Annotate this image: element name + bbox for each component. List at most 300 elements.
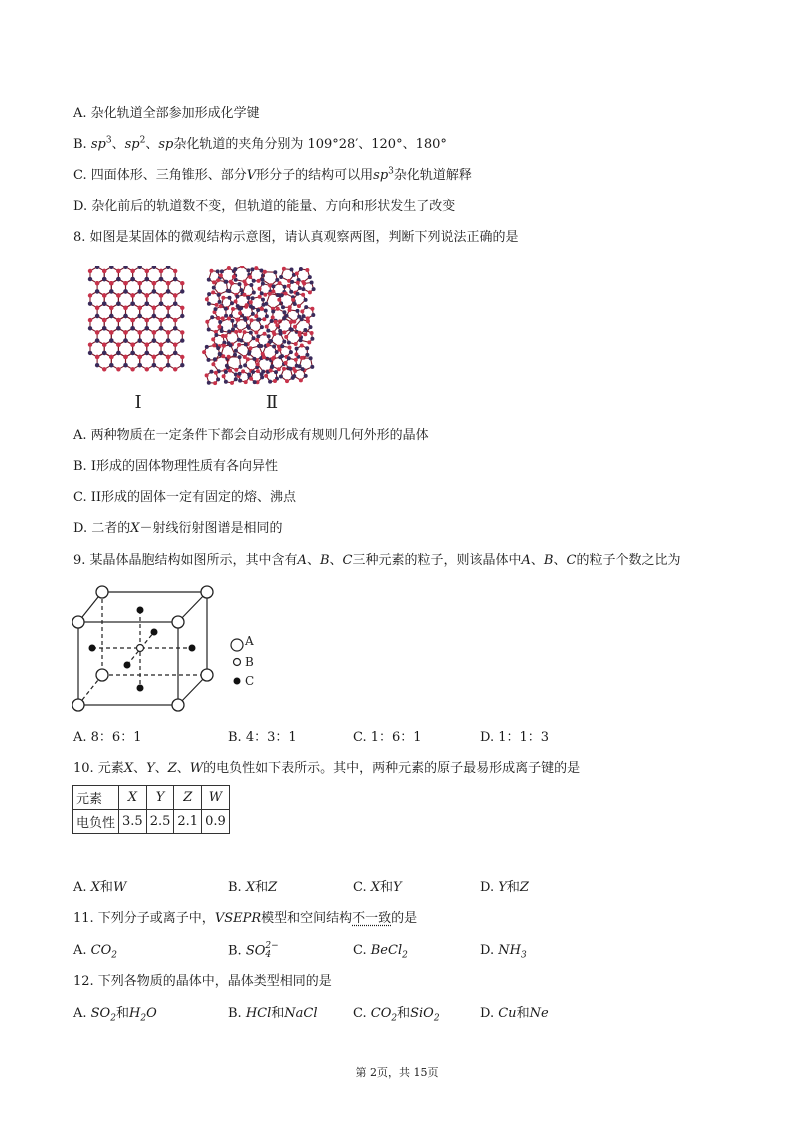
sep: 、 [111, 137, 125, 152]
network-atom [304, 298, 308, 302]
lattice-atom [88, 277, 92, 281]
lattice-atom [88, 318, 92, 322]
formula: CO [370, 1006, 392, 1021]
network-atom [216, 346, 220, 350]
network-atom [301, 293, 305, 297]
network-atom [228, 369, 232, 373]
lattice-atom [130, 343, 134, 347]
network-atom [205, 320, 209, 324]
superscript: 2− [265, 941, 279, 951]
network-atom [205, 297, 209, 301]
network-atom [305, 346, 309, 350]
table-cell: 3.5 [119, 810, 147, 834]
network-atom [264, 302, 268, 306]
network-atom [275, 278, 279, 282]
lattice-atom [116, 293, 120, 297]
lattice-atom [166, 330, 170, 334]
network-atom [294, 352, 298, 356]
and-text: 和 [380, 880, 394, 895]
prefix: A. [73, 943, 91, 958]
network-atom [220, 329, 224, 333]
letter: Y [393, 880, 402, 895]
network-atom [293, 369, 297, 373]
table-row [73, 786, 230, 810]
network-atom [205, 373, 209, 377]
network-atom [243, 363, 247, 367]
q10-option-d [480, 879, 529, 897]
lattice-atom [145, 302, 149, 306]
q9-option-b: B. 4：3：1 [228, 730, 297, 745]
network-atom [252, 357, 256, 361]
network-atom [236, 318, 240, 322]
network-atom [306, 319, 310, 323]
network-atom [272, 345, 276, 349]
letter-c: C [342, 553, 353, 568]
network-atom [251, 312, 255, 316]
atom-a [96, 586, 108, 598]
network-atom [221, 354, 225, 358]
letter-a: A [521, 553, 531, 568]
network-atom [262, 317, 266, 321]
lattice-atom [159, 326, 163, 330]
letter: Z [519, 880, 529, 895]
and-text: 和 [271, 1006, 285, 1021]
network-atom [261, 298, 265, 302]
sep: 、 [553, 553, 567, 568]
lattice-atom [180, 330, 184, 334]
atom-c [189, 645, 196, 652]
network-atom [293, 325, 297, 329]
network-atom [268, 380, 272, 384]
legend-b-label: B [245, 655, 254, 669]
lattice-atom [102, 326, 106, 330]
atom-c [89, 645, 96, 652]
network-atom [292, 374, 296, 378]
network-atom [246, 357, 250, 361]
subscript: 2 [402, 950, 408, 961]
network-atom [258, 295, 262, 299]
q9-stem-prefix: 9. 某晶体晶胞结构如图所示，其中含有 [73, 553, 298, 568]
network-atom [249, 305, 253, 309]
network-atom [287, 356, 291, 360]
network-atom [279, 375, 283, 379]
network-atom [254, 314, 258, 318]
q10-stem [73, 760, 580, 778]
prefix: B. [228, 1006, 246, 1021]
q9-stem-end: 的粒子个数之比为 [576, 553, 681, 568]
hexagon-ring [126, 353, 140, 369]
letter-w: W [189, 761, 204, 776]
lattice-atom [173, 351, 177, 355]
lattice-atom [159, 367, 163, 371]
lattice-atom [159, 269, 163, 273]
network-atom [275, 323, 279, 327]
lattice-atom [145, 293, 149, 297]
prefix: A. [73, 1006, 91, 1021]
network-atom [205, 345, 209, 349]
network-atom [230, 381, 234, 385]
q12-option-b [228, 1005, 318, 1023]
lattice-atom [138, 281, 142, 285]
network-atom [256, 334, 260, 338]
network-atom [271, 357, 275, 361]
q9-options [73, 729, 713, 747]
lattice-atom [109, 314, 113, 318]
network-atom [210, 269, 214, 273]
table-cell: Z [174, 786, 202, 810]
lattice-atom [152, 289, 156, 293]
network-atom [207, 292, 211, 296]
network-atom [264, 309, 268, 313]
lattice-atom [152, 355, 156, 359]
network-atom [222, 344, 226, 348]
q7-option-b [73, 136, 447, 154]
and-text: 和 [397, 1006, 411, 1021]
q7-c-end: 杂化轨道解释 [393, 168, 472, 183]
lattice-atom [116, 318, 120, 322]
letter-x: X [123, 761, 134, 776]
lattice-atom [152, 363, 156, 367]
lattice-atom [173, 277, 177, 281]
network-atom [220, 269, 224, 273]
lattice-atom [159, 351, 163, 355]
network-atom [294, 358, 298, 362]
formula: SO [245, 943, 266, 959]
network-atom [310, 365, 314, 369]
atom-c [124, 662, 131, 669]
table-row [73, 810, 230, 834]
and-text: 和 [115, 1006, 129, 1021]
amorphous-network-diagram [202, 266, 316, 385]
lattice-atom [180, 281, 184, 285]
q10-option-a [73, 879, 126, 897]
lattice-atom [95, 355, 99, 359]
lattice-atom [159, 302, 163, 306]
q12-option-a [73, 1005, 157, 1023]
lattice-atom [130, 326, 134, 330]
network-atom [299, 267, 303, 271]
formula: NH [498, 943, 521, 958]
network-atom [258, 287, 262, 291]
formula: H [128, 1006, 141, 1021]
network-atom [240, 339, 244, 343]
electronegativity-table [72, 785, 230, 834]
q12-stem: 12. 下列各物质的晶体中，晶体类型相同的是 [73, 974, 332, 989]
prefix: D. [480, 1006, 499, 1021]
lattice-atom [130, 351, 134, 355]
lattice-atom [152, 330, 156, 334]
network-atom [296, 281, 300, 285]
lattice-atom [95, 281, 99, 285]
network-atom [301, 287, 305, 291]
network-atom [278, 348, 282, 352]
table-cell: 0.9 [202, 810, 230, 834]
q10-option-b [228, 879, 277, 897]
network-atom [224, 370, 228, 374]
network-atom [260, 291, 264, 295]
lattice-atom [123, 338, 127, 342]
lattice-atom [145, 326, 149, 330]
network-atom [272, 284, 276, 288]
network-atom [238, 379, 242, 383]
q8-option-a: A. 两种物质在一定条件下都会自动形成有规则几何外形的晶体 [73, 428, 429, 443]
prefix: C. [353, 880, 371, 895]
q12-option-d [480, 1005, 549, 1023]
network-atom [244, 318, 248, 322]
network-atom [222, 374, 226, 378]
network-atom [292, 320, 296, 324]
page-footer: 第 2页，共 15页 [355, 1066, 439, 1079]
formula: SiO [410, 1006, 434, 1021]
lattice-atom [123, 281, 127, 285]
sp-text: sp [158, 137, 174, 152]
network-atom [280, 293, 284, 297]
network-atom [300, 317, 304, 321]
network-atom [215, 303, 219, 307]
network-atom [212, 280, 216, 284]
network-atom [228, 296, 232, 300]
network-atom [261, 282, 265, 286]
lattice-atom [138, 330, 142, 334]
lattice-atom [102, 351, 106, 355]
network-atom [282, 310, 286, 314]
network-atom [257, 279, 261, 283]
letter-c: C [566, 553, 577, 568]
network-atom [296, 292, 300, 296]
network-atom [277, 298, 281, 302]
atom-a [201, 669, 213, 681]
network-atom [251, 370, 255, 374]
lattice-atom [159, 318, 163, 322]
lattice-atom [95, 306, 99, 310]
atom-a [201, 586, 213, 598]
network-atom [284, 361, 288, 365]
q9-option-a: A. 8：6：1 [73, 730, 142, 745]
prefix: C. [353, 943, 371, 958]
q11-options [73, 942, 713, 960]
letter: X [90, 880, 100, 895]
network-atom [214, 371, 218, 375]
q11-option-a [73, 942, 117, 960]
lattice-atom [166, 289, 170, 293]
network-atom [289, 350, 293, 354]
sp-text: sp [373, 168, 389, 183]
q9-stem [73, 552, 680, 570]
network-atom [295, 272, 299, 276]
network-atom [263, 332, 267, 336]
network-atom [289, 320, 293, 324]
network-atom [293, 302, 297, 306]
network-atom [207, 358, 211, 362]
network-atom [227, 266, 231, 270]
network-atom [311, 313, 315, 317]
network-atom [246, 268, 250, 272]
table-cell: 2.1 [174, 810, 202, 834]
lattice-atom [130, 277, 134, 281]
network-atom [214, 333, 218, 337]
network-atom [300, 309, 304, 313]
network-atom [284, 335, 288, 339]
network-atom [257, 344, 261, 348]
q8-option-b: B. I形成的固体物理性质有各向异性 [73, 459, 278, 474]
network-atom [308, 275, 312, 279]
table-cell: 2.5 [146, 810, 174, 834]
network-atom [299, 378, 303, 382]
network-atom [266, 343, 270, 347]
and-text: 和 [255, 880, 269, 895]
network-atom [287, 341, 291, 345]
sp3-text: sp [90, 137, 106, 152]
q11-stem [73, 910, 417, 928]
network-atom [234, 349, 238, 353]
network-atom [290, 280, 294, 284]
network-atom [238, 372, 242, 376]
network-atom [243, 293, 247, 297]
network-atom [298, 286, 302, 290]
network-atom [260, 269, 264, 273]
network-atom [249, 331, 253, 335]
lattice-atom [138, 306, 142, 310]
lattice-atom [145, 343, 149, 347]
hexagon-ring [97, 353, 111, 369]
lattice-atom [166, 338, 170, 342]
network-atom [309, 356, 313, 360]
network-atom [244, 342, 248, 346]
network-atom [219, 274, 223, 278]
network-atom [238, 329, 242, 333]
prefix: D. [480, 880, 499, 895]
sep: 、 [306, 553, 320, 568]
network-atom [249, 283, 253, 287]
network-atom [304, 374, 308, 378]
network-atom [252, 279, 256, 283]
q11-option-d [480, 942, 527, 960]
lattice-atom [166, 306, 170, 310]
network-atom [290, 328, 294, 332]
network-atom [300, 344, 304, 348]
network-atom [227, 355, 231, 359]
lattice-atom [88, 293, 92, 297]
lattice-atom [95, 338, 99, 342]
network-atom [244, 282, 248, 286]
lattice-atom [145, 269, 149, 273]
network-atom [225, 364, 229, 368]
lattice-atom [145, 318, 149, 322]
q12-options [73, 1005, 713, 1023]
network-atom [278, 355, 282, 359]
network-atom [221, 296, 225, 300]
network-atom [219, 304, 223, 308]
sup-3: 3 [388, 166, 394, 177]
network-atom [295, 347, 299, 351]
lattice-atom [130, 269, 134, 273]
network-atom [271, 290, 275, 294]
network-atom [212, 343, 216, 347]
network-atom [247, 373, 251, 377]
lattice-atom [166, 355, 170, 359]
network-atom [224, 334, 228, 338]
network-atom [256, 369, 260, 373]
sep: 、 [176, 761, 190, 776]
sep: 、 [133, 761, 147, 776]
q8-option-d [73, 520, 283, 538]
network-atom [305, 353, 309, 357]
network-atom [291, 298, 295, 302]
emphasis-text: 不一致 [352, 911, 392, 926]
lattice-atom [123, 330, 127, 334]
lattice-atom [159, 293, 163, 297]
network-atom [234, 330, 238, 334]
q10-options [73, 879, 713, 897]
q11-option-b [228, 942, 279, 961]
atom-c [151, 629, 158, 636]
q8-d-prefix: D. 二者的 [73, 521, 131, 536]
lattice-atom [95, 363, 99, 367]
network-atom [252, 291, 256, 295]
network-atom [233, 267, 237, 271]
formula: Cu [498, 1006, 517, 1021]
q7-option-d: D. 杂化前后的轨道数不变，但轨道的能量、方向和形状发生了改变 [73, 199, 456, 214]
q7-option-a: A. 杂化轨道全部参加形成化学键 [73, 106, 260, 121]
prefix: B. [228, 943, 246, 959]
network-atom [207, 381, 211, 385]
lattice-atom [109, 281, 113, 285]
lattice-atom [109, 266, 113, 269]
q9-option-c: C. 1：6：1 [353, 730, 422, 745]
q8-option-c: C. II形成的固体一定有固定的熔、沸点 [73, 490, 297, 505]
network-atom [207, 302, 211, 306]
network-atom [233, 324, 237, 328]
lattice-atom [109, 330, 113, 334]
network-atom [265, 325, 269, 329]
table-cell: 电负性 [73, 810, 119, 834]
network-atom [298, 364, 302, 368]
network-atom [309, 325, 313, 329]
network-atom [254, 331, 258, 335]
lattice-atom [123, 363, 127, 367]
network-atom [270, 319, 274, 323]
lattice-atom [95, 314, 99, 318]
legend-b-icon [234, 659, 241, 666]
q9-option-d: D. 1：1：3 [480, 730, 550, 745]
lattice-atom [166, 363, 170, 367]
lattice-atom [138, 314, 142, 318]
network-atom [231, 307, 235, 311]
lattice-atom [88, 302, 92, 306]
network-atom [250, 267, 254, 271]
network-atom [218, 300, 222, 304]
atom-a [72, 616, 84, 628]
network-atom [278, 281, 282, 285]
lattice-atom [102, 269, 106, 273]
network-atom [216, 269, 220, 273]
lattice-atom [116, 269, 120, 273]
network-atom [248, 275, 252, 279]
network-atom [224, 314, 228, 318]
network-atom [304, 305, 308, 309]
q8-d-rest: －射线衍射图谱是相同的 [139, 521, 283, 536]
legend-a-label: A [245, 634, 254, 648]
network-atom [217, 293, 221, 297]
network-atom [238, 355, 242, 359]
q12-option-c [353, 1005, 440, 1023]
sp2-text: sp [124, 137, 140, 152]
network-atom [216, 278, 220, 282]
x-letter: X [130, 521, 140, 536]
network-atom [298, 333, 302, 337]
lattice-atom [116, 367, 120, 371]
lattice-atom [116, 277, 120, 281]
